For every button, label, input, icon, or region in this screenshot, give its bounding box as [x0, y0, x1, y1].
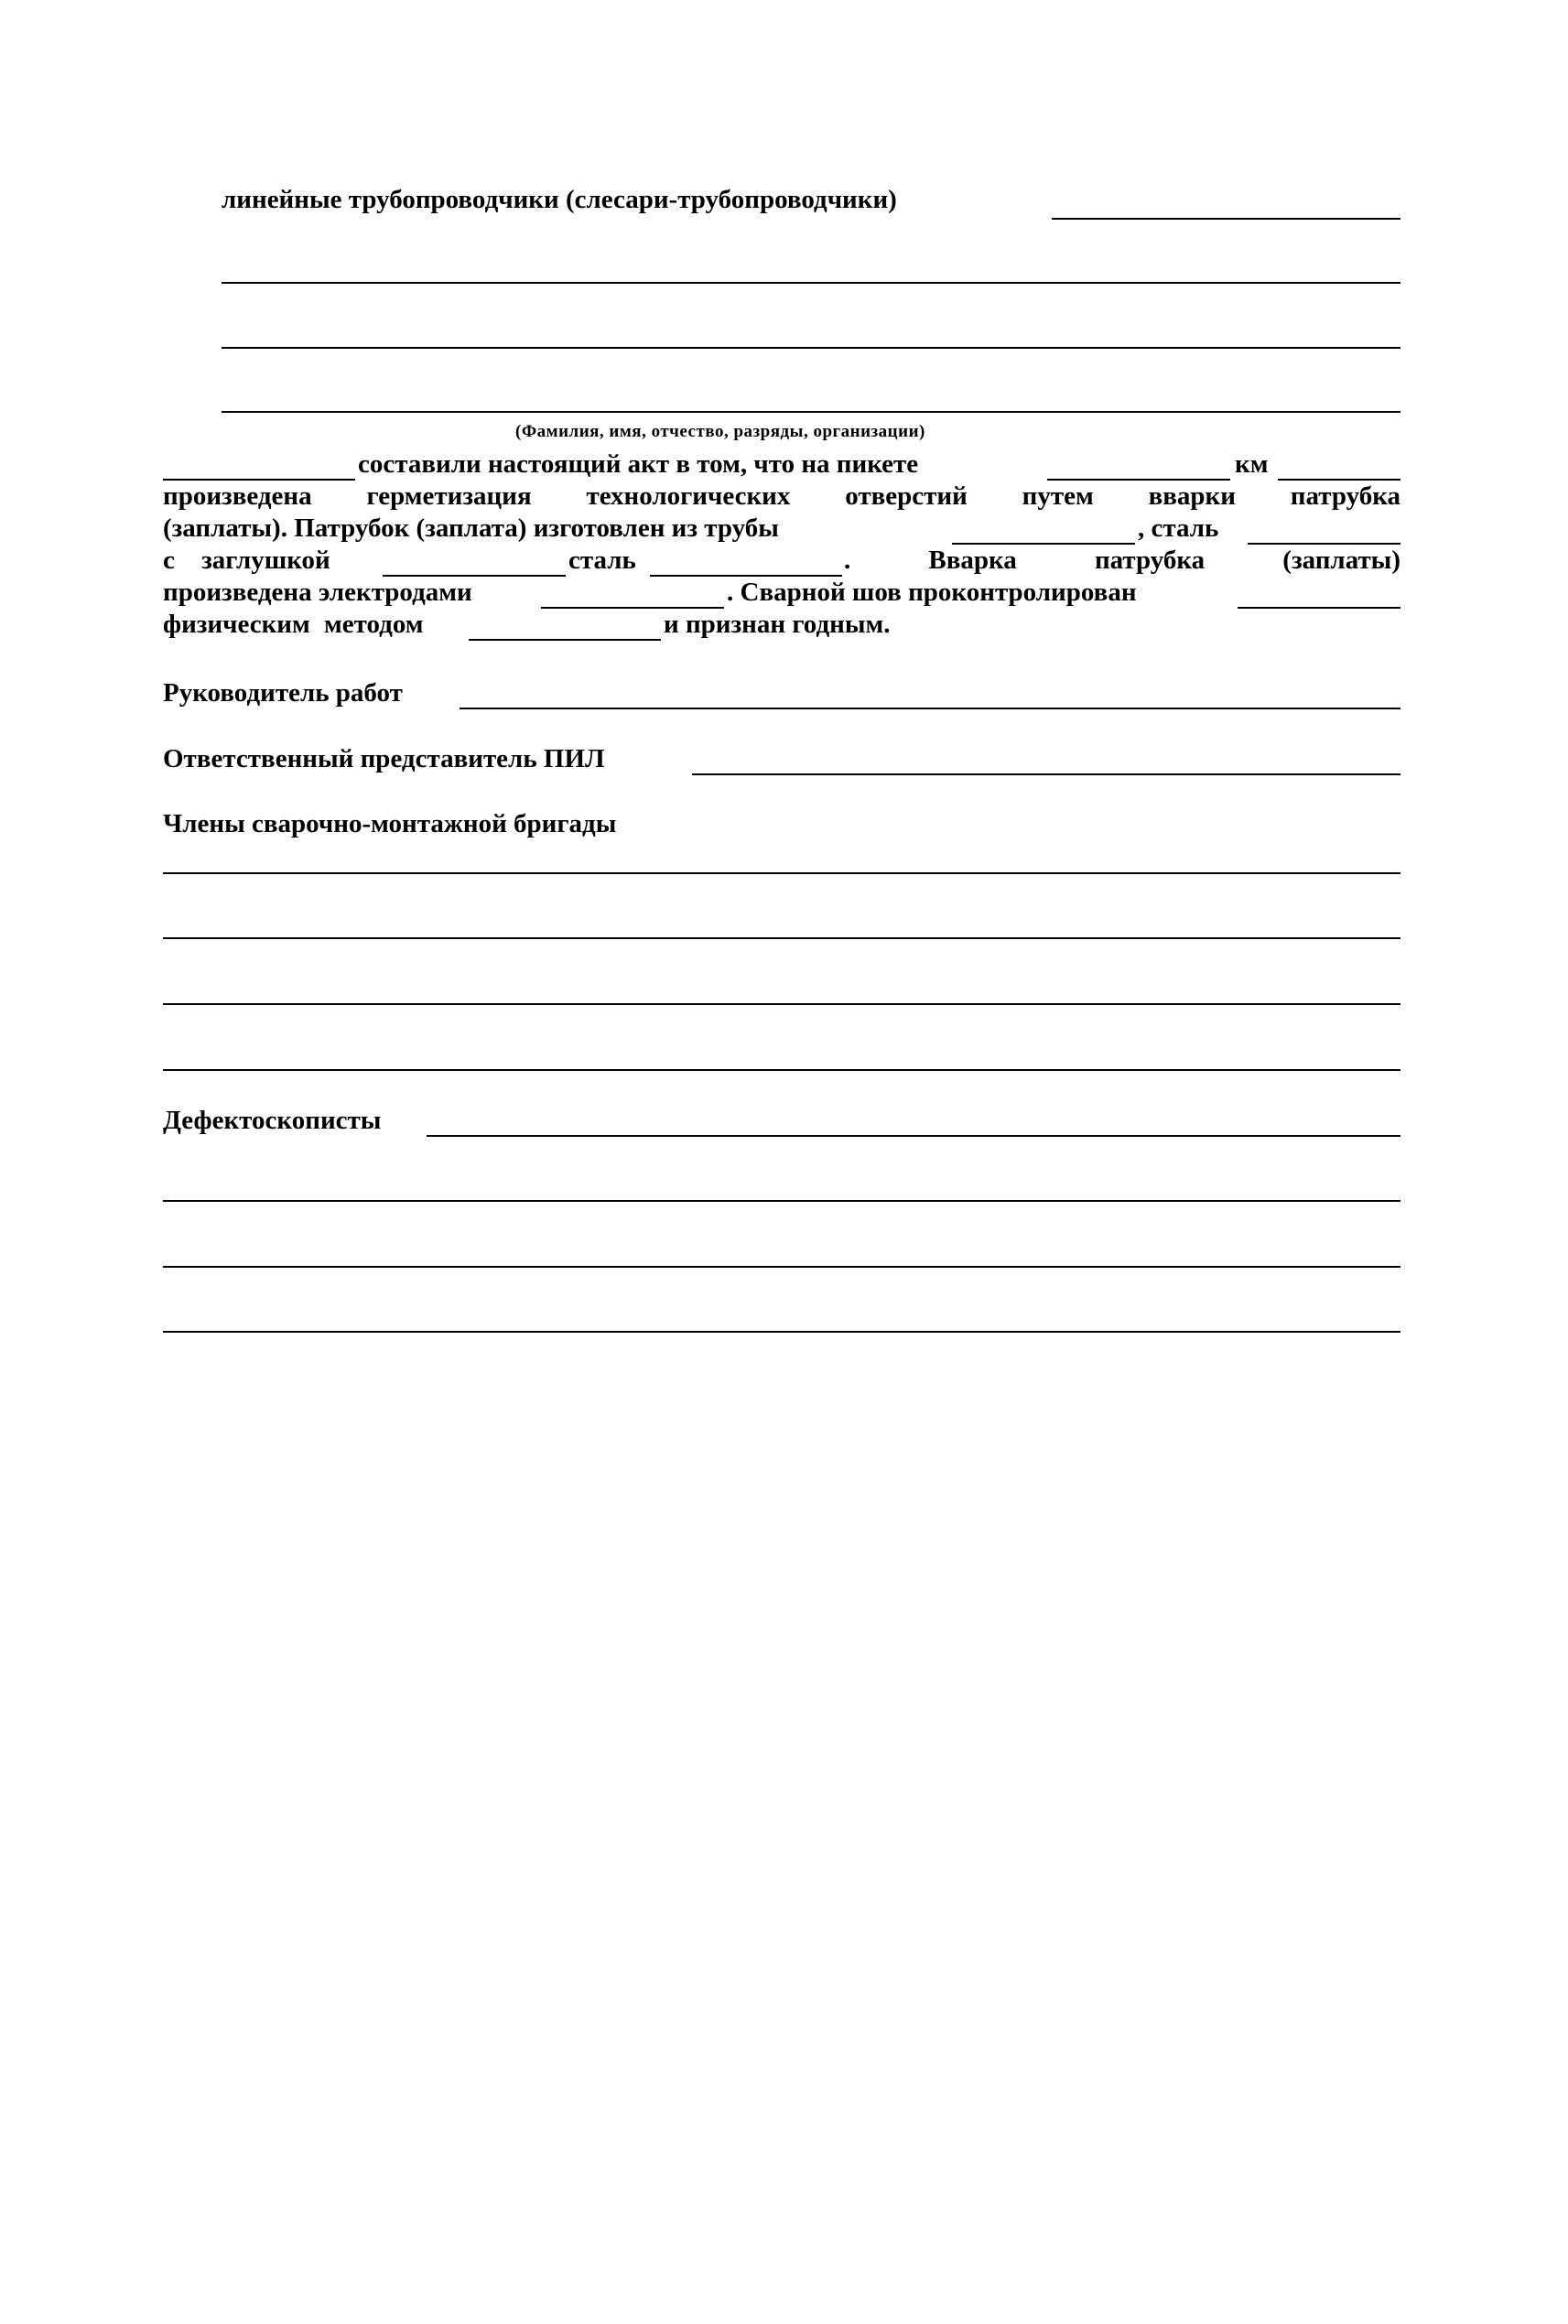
km-field[interactable]	[1278, 479, 1400, 481]
welding-patch-text-word-0: .	[844, 546, 851, 575]
plug-steel-field[interactable]	[650, 575, 842, 577]
flaw-detectors-field-2[interactable]	[163, 1200, 1400, 1202]
sealing-text-word-6: патрубка	[1290, 481, 1400, 511]
plug-field[interactable]	[383, 575, 566, 577]
pipe-steel-field[interactable]	[1248, 543, 1400, 545]
accepted-text: и признан годным.	[664, 610, 891, 639]
names-field-1[interactable]	[222, 282, 1400, 284]
flaw-detectors-field-1[interactable]	[427, 1135, 1400, 1137]
welding-patch-text-word-1: Вварка	[928, 546, 1017, 575]
welding-team-field-2[interactable]	[163, 937, 1400, 939]
work-leader-field[interactable]	[460, 708, 1400, 709]
sealing-text-word-5: вварки	[1148, 481, 1236, 511]
welding-team-field-3[interactable]	[163, 1003, 1400, 1005]
names-caption: (Фамилия, имя, отчество, разряды, организации)	[515, 422, 925, 441]
welding-team-field-1[interactable]	[163, 872, 1400, 874]
pipe-field[interactable]	[952, 543, 1135, 545]
welding-team-label: Члены сварочно-монтажной бригады	[163, 809, 617, 838]
names-field-3[interactable]	[222, 411, 1400, 413]
plug-text: с заглушкой	[163, 546, 330, 575]
pipe-text: (заплаты). Патрубок (заплата) изготовлен из трубы	[163, 513, 779, 543]
work-leader-label: Руководитель работ	[163, 678, 403, 708]
pil-rep-label: Ответственный представитель ПИЛ	[163, 744, 605, 773]
intro-line-field[interactable]	[1052, 218, 1400, 220]
intro-line-label: линейные трубопроводчики (слесари-трубопроводчики)	[222, 185, 897, 214]
electrodes-field[interactable]	[541, 607, 724, 609]
flaw-detectors-field-3[interactable]	[163, 1266, 1400, 1268]
flaw-detectors-label: Дефектоскописты	[163, 1106, 382, 1135]
sealing-text-word-2: технологических	[586, 481, 791, 511]
sealing-text-word-3: отверстий	[845, 481, 968, 511]
steel-text-1: , сталь	[1138, 513, 1219, 543]
electrodes-text: произведена электродами	[163, 578, 472, 607]
flaw-detectors-field-4[interactable]	[163, 1331, 1400, 1333]
sealing-text-word-0: произведена	[163, 481, 312, 511]
composed-prefix-field[interactable]	[163, 479, 355, 481]
welding-patch-text-word-3: (заплаты)	[1282, 546, 1400, 575]
welding-patch-text	[844, 547, 1400, 574]
sealing-text	[163, 483, 1400, 510]
welding-team-field-4[interactable]	[163, 1069, 1400, 1071]
seam-control-field[interactable]	[1238, 607, 1400, 609]
names-field-2[interactable]	[222, 347, 1400, 349]
sealing-text-word-1: герметизация	[366, 481, 532, 511]
sealing-text-word-4: путем	[1022, 481, 1094, 511]
seam-text: . Сварной шов проконтролирован	[727, 578, 1137, 607]
picket-field[interactable]	[1047, 479, 1230, 481]
km-label: км	[1235, 449, 1269, 479]
method-text: физическим методом	[163, 610, 424, 639]
method-field[interactable]	[469, 639, 661, 641]
pil-rep-field[interactable]	[692, 773, 1400, 775]
composed-text: составили настоящий акт в том, что на пикете	[358, 449, 919, 479]
welding-patch-text-word-2: патрубка	[1094, 546, 1206, 575]
steel-text-2: сталь	[568, 546, 636, 575]
